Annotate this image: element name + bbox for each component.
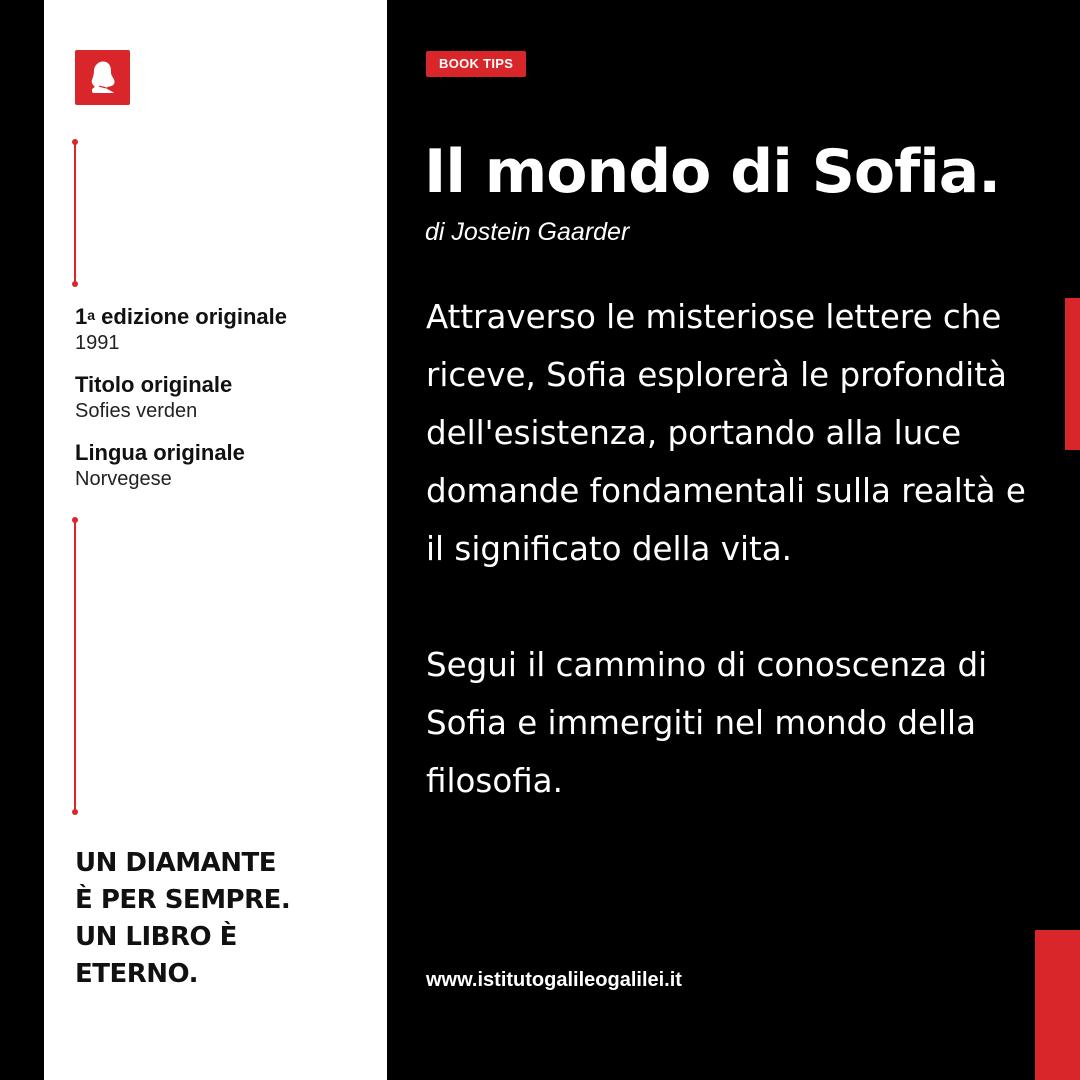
galileo-logo-icon [75, 50, 130, 105]
book-description [426, 288, 1046, 810]
description-paragraph: Attraverso le misteriose lettere che riceve, Sofia esplorerà le profondità dell'esistenza, portando alla luce domande fondamentali sulla realtà e il significato della vita. [426, 298, 1026, 568]
accent-bar-right [1065, 298, 1080, 450]
website-link[interactable]: www.istitutogalileogalilei.it [426, 969, 682, 991]
motto-line: ETERNO. [75, 959, 198, 989]
edition-label-text: edizione originale [101, 304, 287, 329]
description-paragraph: Segui il cammino di conoscenza di Sofia e immergiti nel mondo della filosofia. [426, 646, 988, 800]
book-title: Il mondo di Sofia. [424, 137, 1001, 207]
book-author: di Jostein Gaarder [425, 218, 630, 246]
motto-line: È PER SEMPRE. [75, 885, 291, 915]
edition-ordinal-suffix: a [87, 307, 96, 323]
decorative-line-top [74, 142, 76, 284]
edition-ordinal: 1 [75, 304, 88, 329]
original-title-label: Titolo originale [75, 372, 233, 397]
edition-info [75, 304, 375, 356]
accent-bar-corner [1035, 930, 1080, 1080]
motto-line: UN LIBRO È [75, 922, 237, 952]
edition-label [75, 304, 375, 330]
decorative-line-bottom [74, 520, 76, 812]
motto [75, 845, 365, 993]
original-title-info [75, 372, 375, 424]
left-border [0, 0, 44, 1080]
book-info [75, 304, 375, 508]
original-title-value: Sofies verden [75, 400, 198, 422]
original-language-info [75, 440, 375, 492]
edition-value: 1991 [75, 332, 120, 354]
motto-line: UN DIAMANTE [75, 848, 277, 878]
category-badge: BOOK TIPS [426, 51, 526, 77]
original-language-label: Lingua originale [75, 440, 245, 465]
original-language-value: Norvegese [75, 468, 172, 490]
